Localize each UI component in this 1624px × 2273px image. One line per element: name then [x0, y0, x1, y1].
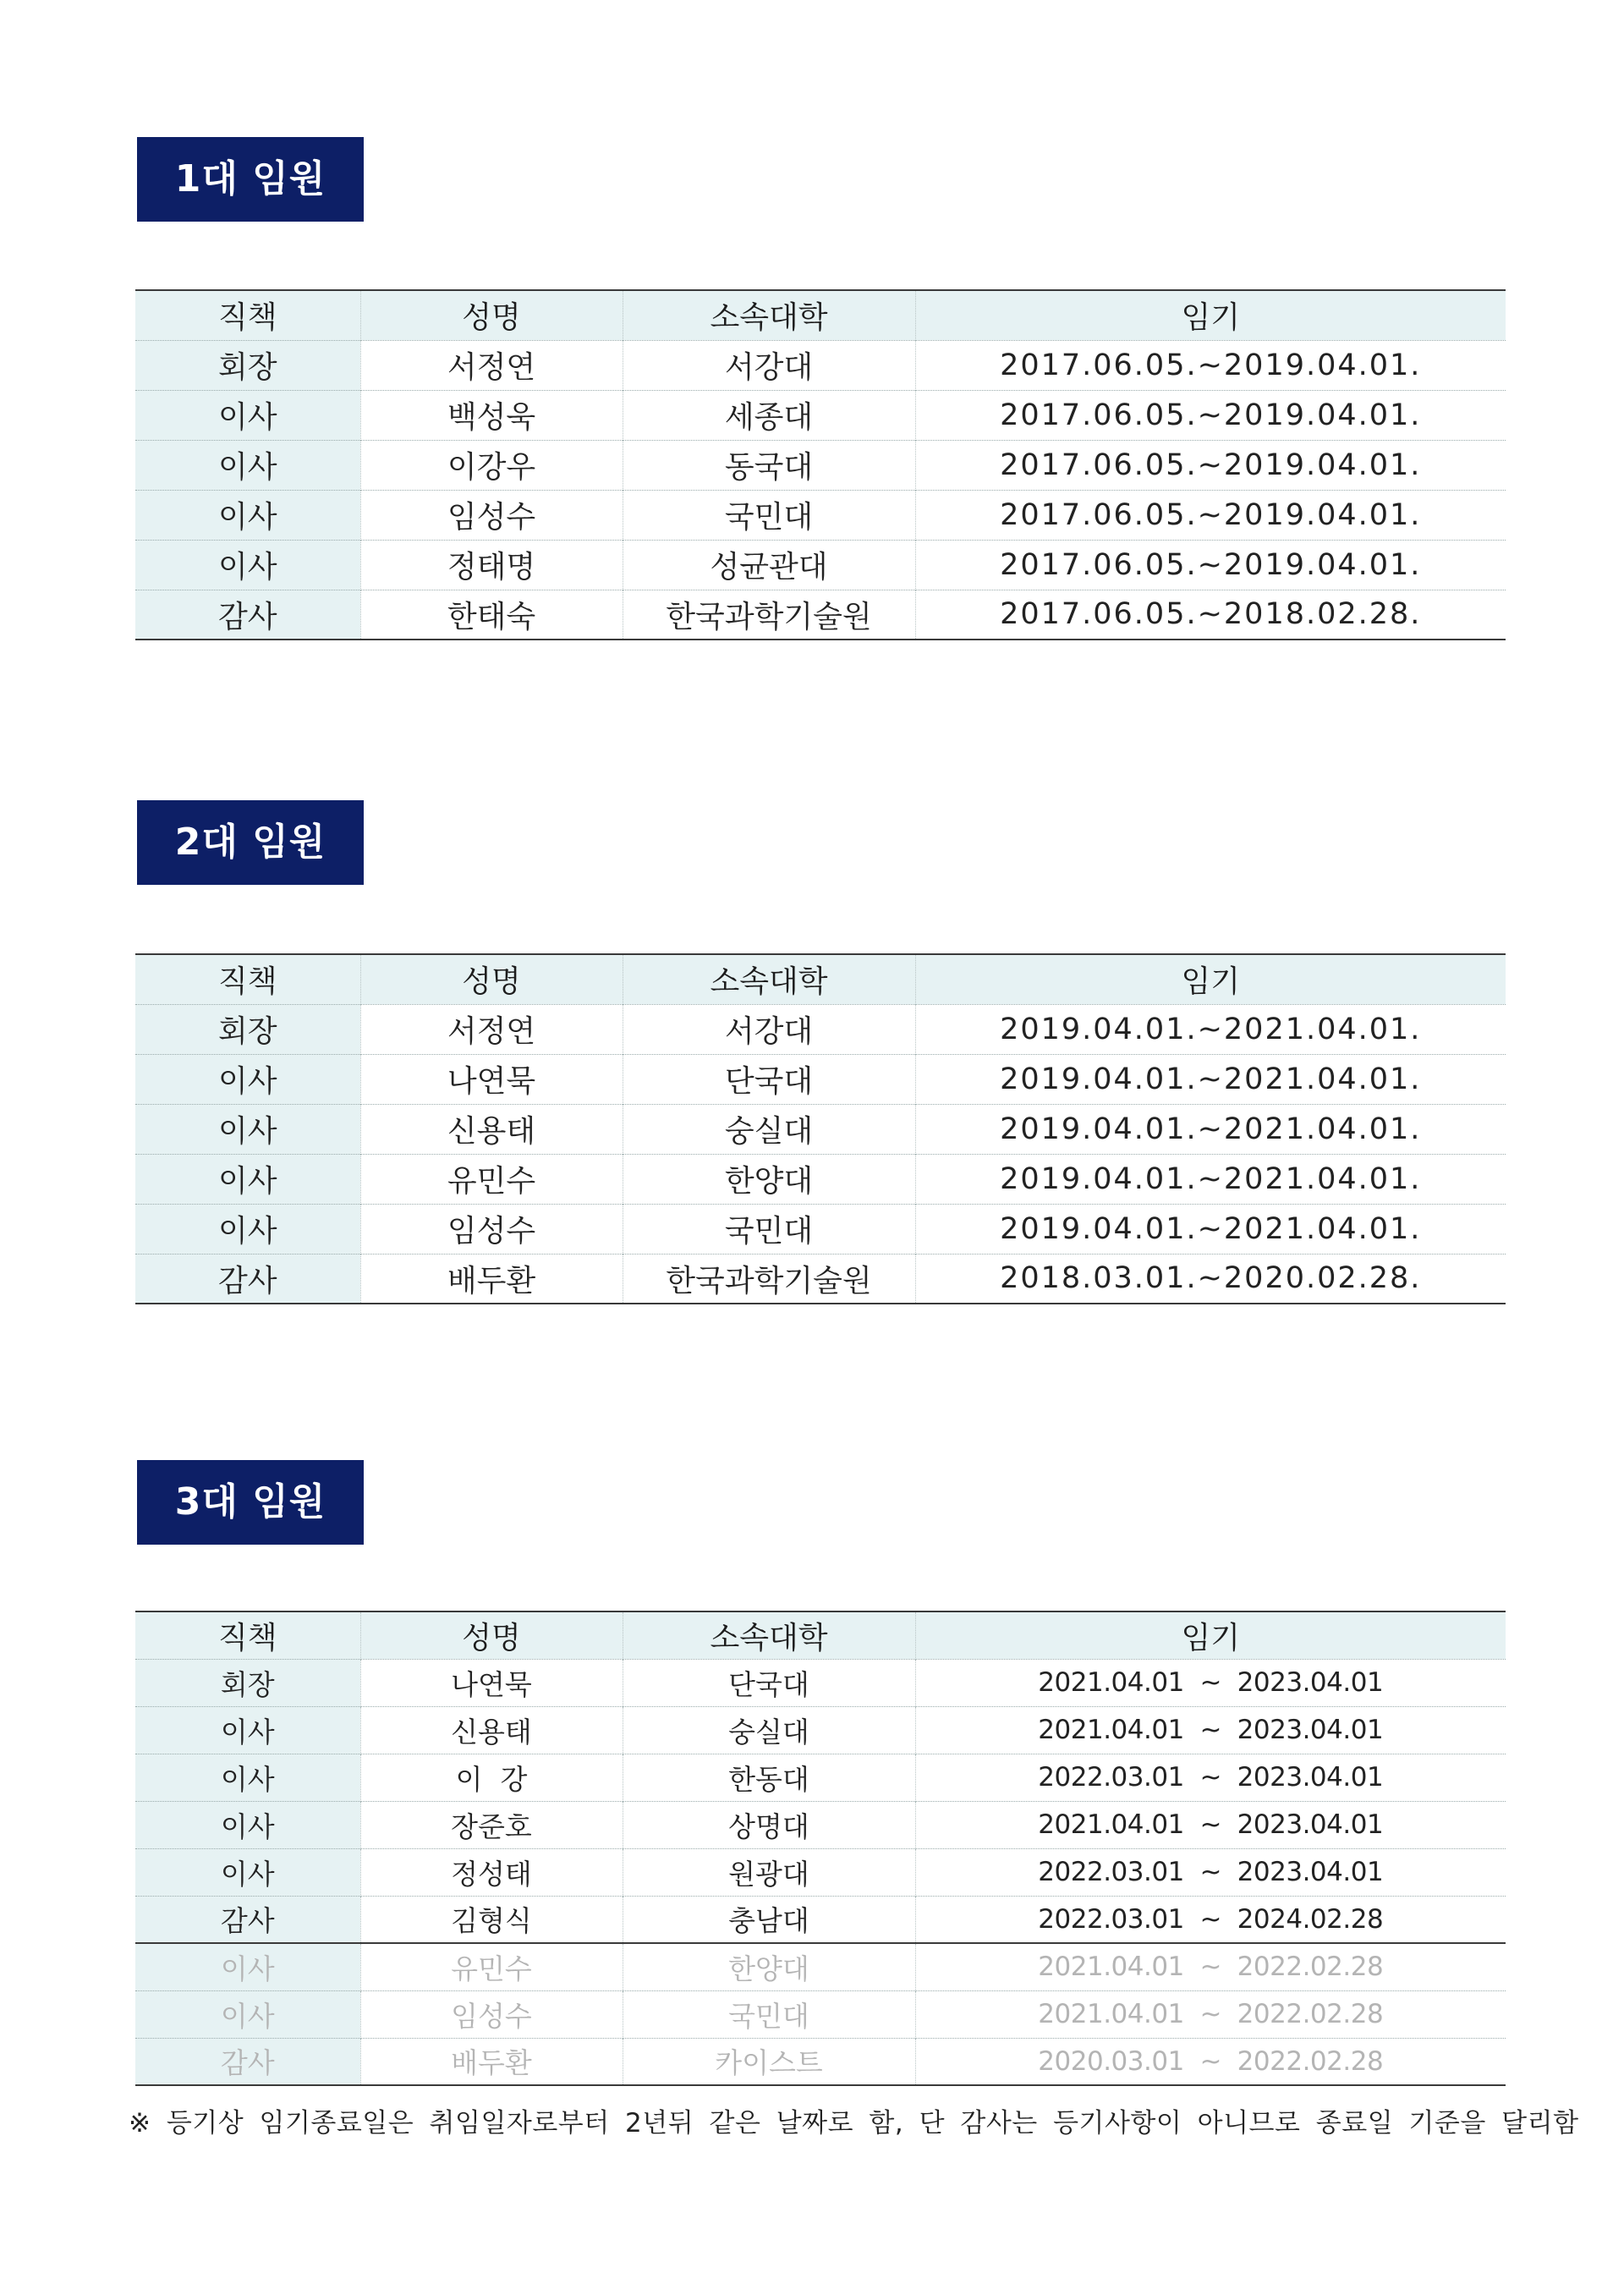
cell-university: 숭실대: [623, 1104, 915, 1154]
col-header-university: 소속대학: [623, 1611, 915, 1659]
officers-table: [135, 1611, 1506, 2086]
cell-university: 서강대: [623, 340, 915, 390]
cell-university: 국민대: [623, 490, 915, 540]
col-header-term: 임기: [915, 1611, 1506, 1659]
cell-name: 유민수: [360, 1943, 623, 1990]
cell-university: 국민대: [623, 1990, 915, 2038]
cell-name: 임성수: [360, 1990, 623, 2038]
table-row: [135, 440, 1506, 490]
cell-name: 한태숙: [360, 590, 623, 640]
cell-university: 단국대: [623, 1054, 915, 1104]
col-header-university: 소속대학: [623, 954, 915, 1004]
cell-name: 임성수: [360, 1204, 623, 1254]
officers-table: [135, 289, 1506, 640]
cell-term: 2019.04.01.~2021.04.01.: [915, 1204, 1506, 1254]
table-row: [135, 1054, 1506, 1104]
cell-term: 2019.04.01.~2021.04.01.: [915, 1154, 1506, 1204]
cell-term: 2021.04.01 ~ 2023.04.01: [915, 1706, 1506, 1754]
cell-term: 2021.04.01 ~ 2023.04.01: [915, 1801, 1506, 1848]
table-row: [135, 490, 1506, 540]
col-header-position: 직책: [135, 1611, 360, 1659]
table-row: [135, 1754, 1506, 1801]
cell-position: 이사: [135, 1943, 360, 1990]
cell-university: 한동대: [623, 1754, 915, 1801]
table-header-row: [135, 290, 1506, 340]
cell-name: 이강우: [360, 440, 623, 490]
section-title: 3대 임원: [137, 1460, 364, 1545]
cell-position: 이사: [135, 1204, 360, 1254]
cell-term: 2017.06.05.~2019.04.01.: [915, 490, 1506, 540]
table-row: [135, 1848, 1506, 1896]
cell-position: 회장: [135, 1659, 360, 1706]
cell-name: 정성태: [360, 1848, 623, 1896]
col-header-term: 임기: [915, 954, 1506, 1004]
cell-name: 나연묵: [360, 1659, 623, 1706]
cell-university: 단국대: [623, 1659, 915, 1706]
cell-term: 2021.04.01 ~ 2022.02.28: [915, 1990, 1506, 2038]
cell-position: 이사: [135, 390, 360, 440]
table-row: [135, 540, 1506, 590]
cell-position: 이사: [135, 1104, 360, 1154]
former-table-row: [135, 2038, 1506, 2085]
table-header-row: [135, 1611, 1506, 1659]
cell-position: 이사: [135, 440, 360, 490]
cell-name: 서정연: [360, 1004, 623, 1054]
cell-position: 감사: [135, 2038, 360, 2085]
cell-university: 한양대: [623, 1154, 915, 1204]
table-row: [135, 1204, 1506, 1254]
cell-term: 2018.03.01.~2020.02.28.: [915, 1254, 1506, 1304]
cell-university: 성균관대: [623, 540, 915, 590]
table-row: [135, 340, 1506, 390]
cell-name: 신용태: [360, 1104, 623, 1154]
table-row: [135, 1896, 1506, 1943]
cell-position: 이사: [135, 1154, 360, 1204]
cell-name: 나연묵: [360, 1054, 623, 1104]
cell-term: 2017.06.05.~2019.04.01.: [915, 540, 1506, 590]
cell-name: 장준호: [360, 1801, 623, 1848]
cell-university: 서강대: [623, 1004, 915, 1054]
cell-term: 2021.04.01 ~ 2022.02.28: [915, 1943, 1506, 1990]
cell-name: 백성욱: [360, 390, 623, 440]
table-row: [135, 1254, 1506, 1304]
col-header-name: 성명: [360, 290, 623, 340]
cell-position: 이사: [135, 1801, 360, 1848]
cell-name: 서정연: [360, 340, 623, 390]
cell-university: 한국과학기술원: [623, 1254, 915, 1304]
cell-term: 2017.06.05.~2019.04.01.: [915, 340, 1506, 390]
cell-position: 이사: [135, 1848, 360, 1896]
cell-term: 2021.04.01 ~ 2023.04.01: [915, 1659, 1506, 1706]
cell-term: 2022.03.01 ~ 2023.04.01: [915, 1754, 1506, 1801]
table-row: [135, 1154, 1506, 1204]
former-table-row: [135, 1943, 1506, 1990]
cell-position: 이사: [135, 540, 360, 590]
cell-university: 한양대: [623, 1943, 915, 1990]
col-header-name: 성명: [360, 954, 623, 1004]
cell-term: 2019.04.01.~2021.04.01.: [915, 1004, 1506, 1054]
cell-university: 동국대: [623, 440, 915, 490]
cell-term: 2017.06.05.~2018.02.28.: [915, 590, 1506, 640]
col-header-position: 직책: [135, 290, 360, 340]
col-header-term: 임기: [915, 290, 1506, 340]
cell-term: 2019.04.01.~2021.04.01.: [915, 1054, 1506, 1104]
cell-name: 임성수: [360, 490, 623, 540]
col-header-name: 성명: [360, 1611, 623, 1659]
cell-term: 2017.06.05.~2019.04.01.: [915, 390, 1506, 440]
cell-term: 2017.06.05.~2019.04.01.: [915, 440, 1506, 490]
table-row: [135, 1706, 1506, 1754]
cell-position: 이사: [135, 1054, 360, 1104]
officers-table: [135, 953, 1506, 1304]
cell-name: 신용태: [360, 1706, 623, 1754]
cell-name: 배두환: [360, 1254, 623, 1304]
cell-name: 유민수: [360, 1154, 623, 1204]
cell-position: 감사: [135, 1254, 360, 1304]
cell-position: 회장: [135, 1004, 360, 1054]
col-header-position: 직책: [135, 954, 360, 1004]
cell-name: 이 강: [360, 1754, 623, 1801]
footnote: ※ 등기상 임기종료일은 취임일자로부터 2년뒤 같은 날짜로 함, 단 감사는 등기사항이 아니므로 종료일 기준을 달리함: [129, 2108, 1579, 2138]
table-row: [135, 590, 1506, 640]
table-row: [135, 1104, 1506, 1154]
cell-position: 이사: [135, 490, 360, 540]
cell-term: 2022.03.01 ~ 2023.04.01: [915, 1848, 1506, 1896]
cell-position: 이사: [135, 1706, 360, 1754]
cell-term: 2019.04.01.~2021.04.01.: [915, 1104, 1506, 1154]
cell-university: 세종대: [623, 390, 915, 440]
section-title: 1대 임원: [137, 137, 364, 222]
cell-term: 2022.03.01 ~ 2024.02.28: [915, 1896, 1506, 1943]
cell-name: 김형식: [360, 1896, 623, 1943]
section-title: 2대 임원: [137, 800, 364, 885]
cell-university: 숭실대: [623, 1706, 915, 1754]
table-row: [135, 1801, 1506, 1848]
cell-university: 한국과학기술원: [623, 590, 915, 640]
cell-position: 회장: [135, 340, 360, 390]
cell-university: 원광대: [623, 1848, 915, 1896]
table-row: [135, 1004, 1506, 1054]
table-header-row: [135, 954, 1506, 1004]
cell-university: 국민대: [623, 1204, 915, 1254]
cell-name: 배두환: [360, 2038, 623, 2085]
cell-position: 감사: [135, 1896, 360, 1943]
cell-name: 정태명: [360, 540, 623, 590]
cell-term: 2020.03.01 ~ 2022.02.28: [915, 2038, 1506, 2085]
cell-position: 이사: [135, 1754, 360, 1801]
cell-position: 이사: [135, 1990, 360, 2038]
former-table-row: [135, 1990, 1506, 2038]
table-row: [135, 390, 1506, 440]
cell-university: 상명대: [623, 1801, 915, 1848]
cell-university: 충남대: [623, 1896, 915, 1943]
cell-university: 카이스트: [623, 2038, 915, 2085]
col-header-university: 소속대학: [623, 290, 915, 340]
table-row: [135, 1659, 1506, 1706]
cell-position: 감사: [135, 590, 360, 640]
